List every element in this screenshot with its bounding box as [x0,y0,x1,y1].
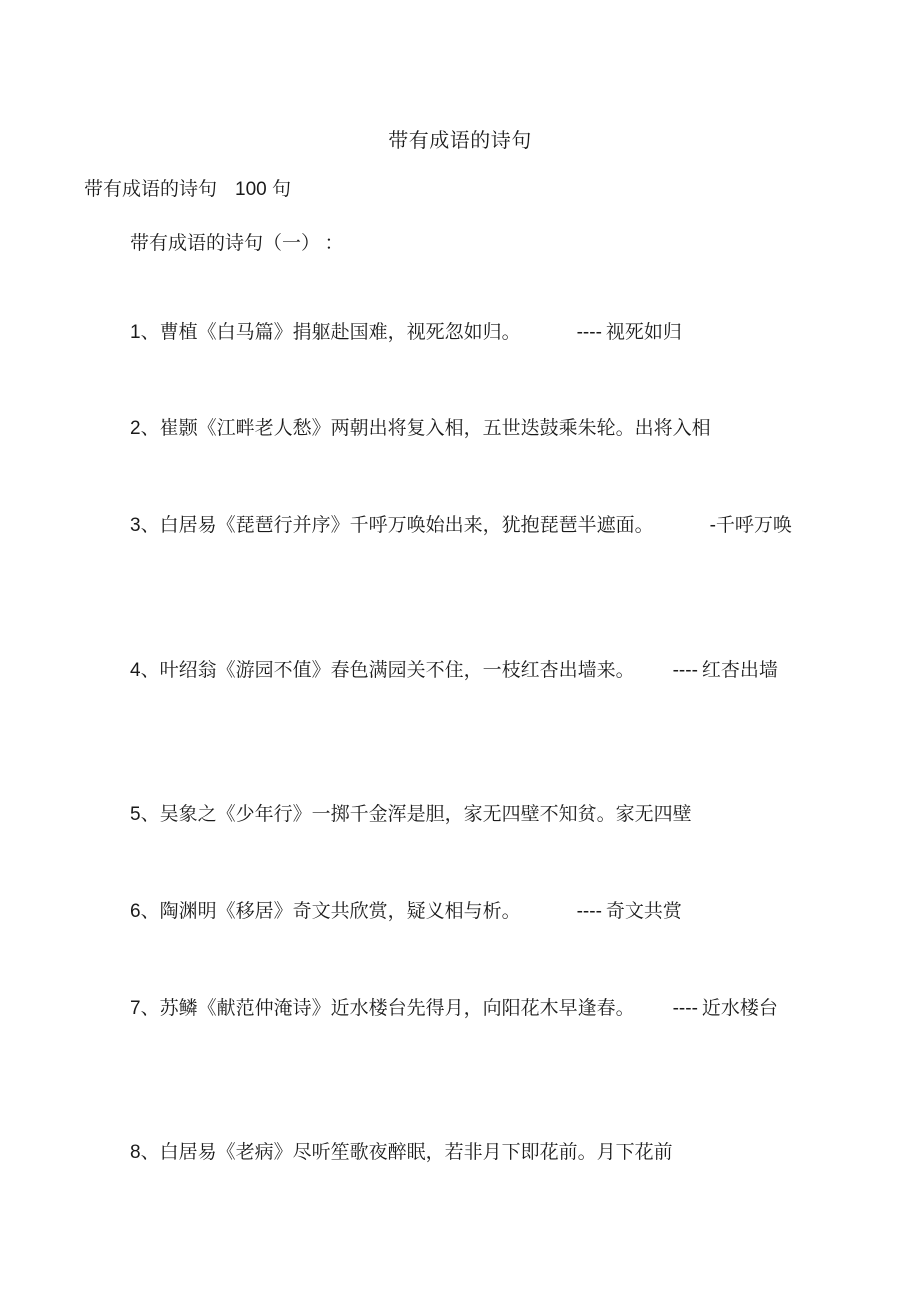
entry-text: 、白居易《琵琶行并序》千呼万唤始出来，犹抱琵琶半遮面。 [140,514,654,536]
entry-text: 、苏鳞《献范仲淹诗》近水楼台先得月，向阳花木早逢春。 [140,997,635,1019]
entry-5 [84,791,834,838]
entry-idiom: 出将入相 [634,417,711,439]
document-subtitle [84,174,291,201]
entry-7 [84,985,834,1032]
entry-text: 、曹植《白马篇》捐躯赴国难，视死忽如归。 [140,321,521,343]
entry-3 [84,502,834,549]
entry-idiom: 奇文共赏 [605,900,682,922]
entry-idiom: 月下花前 [596,1141,673,1163]
entry-6 [84,888,834,935]
entry-text: 、吴象之《少年行》一掷千金浑是胆，家无四壁不知贫。 [140,803,616,825]
entry-idiom: 近水楼台 [701,997,778,1019]
entry-idiom: 红杏出墙 [701,659,778,681]
entry-text: 、叶绍翁《游园不值》春色满园关不住，一枝红杏出墙来。 [140,659,635,681]
page-title: 带有成语的诗句 [388,128,532,152]
entry-idiom: 视死如归 [605,321,682,343]
entry-dash: ---- [672,660,698,681]
entry-number: 8 [130,1142,141,1163]
entry-2 [84,405,834,452]
entry-number: 7 [130,998,141,1019]
entry-dash: ---- [576,322,602,343]
entry-8 [84,1129,834,1176]
subtitle-text: 带有成语的诗句 [84,178,218,200]
section-heading-text: 带有成语的诗句（一） [130,232,311,254]
entry-dash: - [709,515,716,536]
section-colon: ： [324,232,344,254]
subtitle-count: 100 句 [235,179,291,200]
section-heading [130,228,344,255]
entry-1 [84,309,834,356]
entry-dash: ---- [672,998,698,1019]
entry-text: 、崔颢《江畔老人愁》两朝出将复入相，五世迭鼓乘朱轮。 [140,417,635,439]
entry-number: 3 [130,515,141,536]
entry-4 [84,647,834,694]
entry-number: 4 [130,660,141,681]
entry-number: 2 [130,418,141,439]
entry-number: 6 [130,901,141,922]
entry-number: 5 [130,804,141,825]
entry-idiom: 家无四壁 [615,803,692,825]
entry-number: 1 [130,322,141,343]
entry-text: 、陶渊明《移居》奇文共欣赏，疑义相与析。 [140,900,521,922]
entry-idiom: 千呼万唤 [715,514,792,536]
entry-text: 、白居易《老病》尽听笙歌夜醉眠，若非月下即花前。 [140,1141,597,1163]
entry-dash: ---- [576,901,602,922]
